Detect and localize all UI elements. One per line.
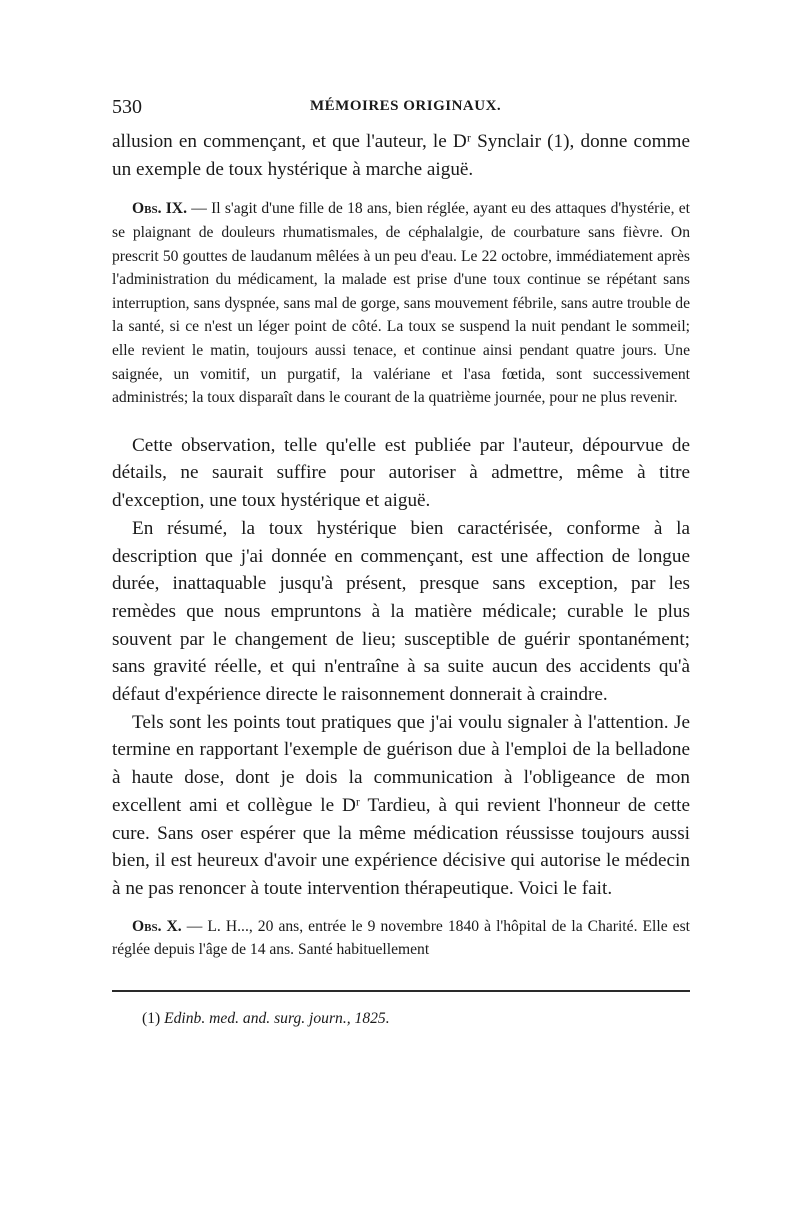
observation-ix — [112, 197, 690, 409]
observation-x — [112, 915, 690, 962]
paragraph-conclusion: Tels sont les points tout pratiques que j'ai voulu signaler à l'attention. Je termine en rapportant l'exemple de guérison due à l'emploi de la belladone à haute dose, dont je dois la communication à l'obligeance de mon excellent ami et collègue le Dʳ Tardieu, à qui revient l'honneur de cette cure. Sans oser espérer que la même médication réussisse toujours aussi bien, il est heureux d'avoir une expérience décisive qui autorise le médecin à ne pas renoncer à toute intervention thérapeutique. Voici le fait. — [112, 711, 690, 899]
footnote — [112, 1008, 690, 1030]
observation-ix-label: Obs. IX. — [132, 200, 187, 218]
page — [112, 96, 690, 1030]
paragraph-continuation: allusion en commençant, et que l'auteur, le Dʳ Synclair (1), donne comme un exemple de toux hystérique à marche aiguë. — [112, 131, 690, 180]
observation-ix-text: — Il s'agit d'une fille de 18 ans, bien réglée, ayant eu des attaques d'hystérie, et se plaignant de douleurs rhumatismales, de céphalalgie, de courbature sans fièvre. On prescrit 50 gouttes de laudanum mêlées à un peu d'eau. Le 22 octobre, immédiatement après l'administration du médicament, la malade est prise d'une toux continue se répétant sans interruption, sans dyspnée, sans mal de gorge, sans mouvement fébrile, sans autre trouble de la santé, si ce n'est un léger point de côté. La toux se suspend la nuit pendant le sommeil; elle revient le matin, toujours aussi tenace, et continue ainsi pendant quatre jours. Une saignée, un vomitif, un purgatif, la valériane et l'asa fœtida, sont successivement administrés; la toux disparaît dans le courant de la quatrième journée, pour ne plus revenir. — [112, 200, 691, 407]
running-head — [112, 96, 690, 122]
running-title: MÉMOIRES ORIGINAUX. — [310, 98, 502, 114]
footnote-rule — [112, 990, 690, 992]
footnote-citation: Edinb. med. and. surg. journ., 1825. — [164, 1009, 390, 1027]
observation-x-text: — L. H..., 20 ans, entrée le 9 novembre 1840 à l'hôpital de la Charité. Elle est réglée depuis l'âge de 14 ans. Santé habituellement — [112, 917, 691, 959]
page-number: 530 — [112, 96, 142, 118]
footnote-marker: (1) — [142, 1009, 161, 1027]
paragraph-summary: En résumé, la toux hystérique bien caractérisée, conforme à la description que j'ai donnée en commençant, est une affection de longue durée, inattaquable jusqu'à présent, presque sans exception, par les remèdes que nous empruntons à la matière médicale; curable le plus souvent par le changement de lieu; susceptible de guérir spontanément; sans gravité réelle, et qui n'entraîne à sa suite aucun des accidents qu'à défaut d'expérience directe le raisonnement donnerait à craindre. — [112, 517, 690, 706]
observation-x-label: Obs. X. — [132, 917, 182, 935]
paragraph-commentary: Cette observation, telle qu'elle est publiée par l'auteur, dépourvue de détails, ne saurait suffire pour autoriser à admettre, même à titre d'exception, une toux hystérique et aiguë. — [112, 434, 690, 512]
